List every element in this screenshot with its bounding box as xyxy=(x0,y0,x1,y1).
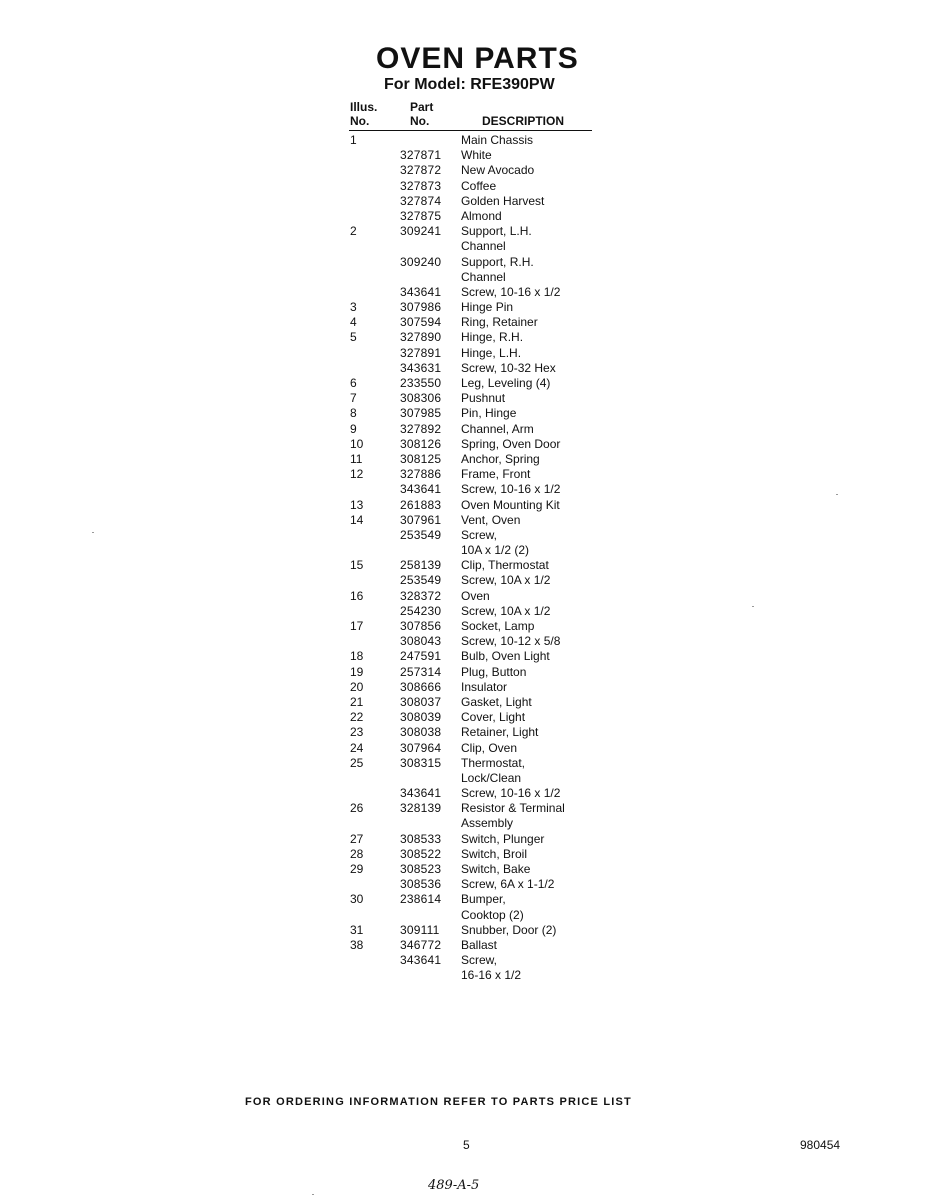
table-row xyxy=(0,968,949,983)
illus-number: 7 xyxy=(350,391,357,406)
table-row xyxy=(0,270,949,285)
part-number: 307986 xyxy=(400,300,442,315)
illus-number: 25 xyxy=(350,755,364,770)
illus-number: 20 xyxy=(350,679,364,694)
table-row xyxy=(0,391,949,406)
part-number: 257314 xyxy=(400,664,442,679)
header-rule-right xyxy=(463,130,592,131)
table-row xyxy=(0,315,949,330)
part-number: 343641 xyxy=(400,786,442,801)
part-number: 327875 xyxy=(400,208,442,223)
part-description: Screw, 10-16 x 1/2 xyxy=(461,786,561,801)
part-number: 308536 xyxy=(400,877,442,892)
part-description: Resistor & Terminal xyxy=(461,801,565,816)
part-number: 233550 xyxy=(400,376,442,390)
part-number: 309241 xyxy=(400,224,442,239)
part-description: Socket, Lamp xyxy=(461,619,535,633)
page-title: OVEN PARTS xyxy=(376,42,579,75)
part-description: Pin, Hinge xyxy=(461,406,517,421)
part-number: 308666 xyxy=(400,679,442,694)
illus-number: 5 xyxy=(350,330,357,345)
parts-table xyxy=(0,133,949,984)
part-number: 254230 xyxy=(400,603,442,618)
part-description: Ballast xyxy=(461,937,498,952)
part-number: 343641 xyxy=(400,953,442,968)
part-description: Channel, Arm xyxy=(461,421,534,436)
illus-number: 11 xyxy=(350,451,363,466)
part-description: Bumper, xyxy=(461,892,506,907)
table-row xyxy=(0,406,949,421)
column-header-part-line1: Part xyxy=(410,100,434,114)
table-row xyxy=(0,148,949,163)
part-number: 261883 xyxy=(400,497,442,512)
part-description: Oven xyxy=(461,588,490,603)
part-description: White xyxy=(461,148,492,163)
part-description: Screw, 10A x 1/2 xyxy=(461,573,551,588)
table-row xyxy=(0,634,949,649)
illus-number: 9 xyxy=(350,421,357,436)
part-description: Snubber, Door (2) xyxy=(461,922,557,937)
part-number: 327892 xyxy=(400,421,442,436)
document-code: 980454 xyxy=(800,1138,841,1152)
table-row xyxy=(0,923,949,938)
part-number: 308306 xyxy=(400,391,442,406)
column-header-illus xyxy=(350,100,377,128)
part-number: 343631 xyxy=(400,360,442,375)
part-description: 16-16 x 1/2 xyxy=(461,968,522,983)
part-description: Insulator xyxy=(461,679,508,694)
part-description: Pushnut xyxy=(461,391,506,406)
part-description: Lock/Clean xyxy=(461,770,522,785)
part-number: 346772 xyxy=(400,937,442,952)
part-description: Leg, Leveling (4) xyxy=(461,376,551,390)
illus-number: 31 xyxy=(350,922,364,937)
table-row xyxy=(0,300,949,315)
illus-number: 22 xyxy=(350,710,364,725)
part-number: 327891 xyxy=(400,345,442,360)
illus-number: 18 xyxy=(350,649,364,664)
column-header-part-line2: No. xyxy=(410,114,430,128)
table-row xyxy=(0,498,949,513)
part-description: Screw, 10-16 x 1/2 xyxy=(461,284,561,299)
table-row xyxy=(0,756,949,771)
table-row xyxy=(0,710,949,725)
table-row xyxy=(0,163,949,178)
part-description: Switch, Plunger xyxy=(461,831,545,846)
illus-number: 3 xyxy=(350,300,357,315)
part-description: Retainer, Light xyxy=(461,725,539,740)
illus-number: 24 xyxy=(350,740,364,755)
part-description: Screw, xyxy=(461,953,498,968)
table-row xyxy=(0,786,949,801)
table-row xyxy=(0,482,949,497)
part-description: Plug, Button xyxy=(461,664,527,679)
part-description: Assembly xyxy=(461,816,514,831)
illus-number: 2 xyxy=(350,224,357,239)
table-row xyxy=(0,528,949,543)
table-row xyxy=(0,285,949,300)
part-number: 307594 xyxy=(400,315,442,330)
part-number: 247591 xyxy=(400,649,442,664)
part-description: 10A x 1/2 (2) xyxy=(461,543,530,558)
table-row xyxy=(0,771,949,786)
part-description: Vent, Oven xyxy=(461,512,521,527)
illus-number: 21 xyxy=(350,694,364,709)
part-number: 253549 xyxy=(400,527,442,542)
table-row xyxy=(0,832,949,847)
part-description: Frame, Front xyxy=(461,467,531,482)
part-description: Thermostat, xyxy=(461,755,526,770)
scan-speck xyxy=(92,532,94,533)
part-number: 308523 xyxy=(400,862,442,876)
table-row xyxy=(0,680,949,695)
table-row xyxy=(0,725,949,740)
part-description: Spring, Oven Door xyxy=(461,436,561,451)
ordering-info-note: FOR ORDERING INFORMATION REFER TO PARTS PRICE LIST xyxy=(245,1096,632,1108)
illus-number: 10 xyxy=(350,436,364,451)
page-number: 5 xyxy=(463,1138,470,1152)
part-description: Channel xyxy=(461,269,506,284)
illus-number: 30 xyxy=(350,892,364,907)
illus-number: 26 xyxy=(350,801,364,816)
part-number: 308043 xyxy=(400,634,442,649)
table-row xyxy=(0,330,949,345)
table-row xyxy=(0,589,949,604)
part-description: Cover, Light xyxy=(461,710,526,725)
part-description: Ring, Retainer xyxy=(461,315,538,330)
table-row xyxy=(0,892,949,907)
part-number: 308522 xyxy=(400,846,442,861)
part-number: 327874 xyxy=(400,193,442,208)
part-number: 327871 xyxy=(400,148,442,163)
part-number: 307985 xyxy=(400,406,442,421)
table-row xyxy=(0,255,949,270)
table-row xyxy=(0,695,949,710)
handwritten-note: 489-A-5 xyxy=(428,1178,480,1193)
part-number: 308126 xyxy=(400,436,442,451)
part-description: Golden Harvest xyxy=(461,193,545,208)
part-description: Screw, 10A x 1/2 xyxy=(461,603,551,618)
table-row xyxy=(0,209,949,224)
part-number: 309111 xyxy=(400,922,440,937)
illus-number: 4 xyxy=(350,315,357,330)
table-row xyxy=(0,346,949,361)
column-header-illus-line2: No. xyxy=(350,114,370,128)
table-row xyxy=(0,619,949,634)
table-row xyxy=(0,543,949,558)
part-number: 327886 xyxy=(400,467,442,482)
table-row xyxy=(0,361,949,376)
part-number: 328372 xyxy=(400,588,442,603)
column-header-illus-line1: Illus. xyxy=(350,100,378,114)
part-number: 308315 xyxy=(400,755,442,770)
part-number: 308037 xyxy=(400,694,442,709)
part-description: Oven Mounting Kit xyxy=(461,497,560,512)
model-subtitle: For Model: RFE390PW xyxy=(384,76,555,93)
illus-number: 15 xyxy=(350,558,364,573)
part-number: 327873 xyxy=(400,178,442,193)
illus-number: 23 xyxy=(350,725,364,740)
scan-speck xyxy=(752,606,754,607)
table-row xyxy=(0,604,949,619)
part-description: Hinge, R.H. xyxy=(461,330,524,345)
part-description: Switch, Bake xyxy=(461,862,531,876)
part-description: Switch, Broil xyxy=(461,846,528,861)
table-row xyxy=(0,953,949,968)
table-row xyxy=(0,908,949,923)
table-row xyxy=(0,513,949,528)
illus-number: 8 xyxy=(350,406,357,421)
table-row xyxy=(0,816,949,831)
illus-number: 17 xyxy=(350,619,364,633)
part-number: 327872 xyxy=(400,163,442,178)
illus-number: 6 xyxy=(350,376,357,390)
table-row xyxy=(0,558,949,573)
table-row xyxy=(0,179,949,194)
illus-number: 29 xyxy=(350,862,364,876)
table-row xyxy=(0,573,949,588)
illus-number: 27 xyxy=(350,831,364,846)
part-number: 309240 xyxy=(400,254,442,269)
part-number: 258139 xyxy=(400,558,442,573)
part-description: Screw, 10-32 Hex xyxy=(461,360,556,375)
part-description: Anchor, Spring xyxy=(461,451,540,466)
part-number: 327890 xyxy=(400,330,442,345)
table-row xyxy=(0,649,949,664)
illus-number: 13 xyxy=(350,497,364,512)
part-number: 307856 xyxy=(400,619,442,633)
part-number: 238614 xyxy=(400,892,442,907)
table-row xyxy=(0,801,949,816)
part-description: Screw, 10-16 x 1/2 xyxy=(461,482,561,497)
part-description: Gasket, Light xyxy=(461,694,532,709)
table-row xyxy=(0,194,949,209)
part-number: 253549 xyxy=(400,573,442,588)
part-number: 328139 xyxy=(400,801,442,816)
table-row xyxy=(0,665,949,680)
part-description: Screw, 10-12 x 5/8 xyxy=(461,634,561,649)
part-description: Screw, xyxy=(461,527,498,542)
part-description: Clip, Thermostat xyxy=(461,558,549,573)
part-number: 343641 xyxy=(400,482,442,497)
part-description: Bulb, Oven Light xyxy=(461,649,550,664)
table-row xyxy=(0,133,949,148)
illus-number: 16 xyxy=(350,588,364,603)
part-number: 343641 xyxy=(400,284,442,299)
illus-number: 1 xyxy=(350,133,357,147)
part-description: Clip, Oven xyxy=(461,740,518,755)
table-row xyxy=(0,847,949,862)
part-number: 308125 xyxy=(400,451,442,466)
part-description: Hinge Pin xyxy=(461,300,514,315)
part-number: 307961 xyxy=(400,512,442,527)
table-row xyxy=(0,467,949,482)
illus-number: 19 xyxy=(350,664,364,679)
part-number: 307964 xyxy=(400,740,442,755)
scan-speck xyxy=(836,494,838,495)
table-row xyxy=(0,877,949,892)
part-description: Coffee xyxy=(461,178,497,193)
illus-number: 28 xyxy=(350,846,364,861)
part-description: Almond xyxy=(461,208,502,223)
table-row xyxy=(0,741,949,756)
table-row xyxy=(0,862,949,877)
part-description: Support, L.H. xyxy=(461,224,532,239)
header-rule-left xyxy=(349,130,463,131)
column-header-description: DESCRIPTION xyxy=(482,114,565,128)
scan-speck xyxy=(312,1194,314,1195)
part-description: Screw, 6A x 1-1/2 xyxy=(461,877,555,892)
part-description: Hinge, L.H. xyxy=(461,345,522,360)
part-description: Main Chassis xyxy=(461,133,534,147)
table-row xyxy=(0,239,949,254)
table-row xyxy=(0,452,949,467)
part-description: New Avocado xyxy=(461,163,535,178)
part-number: 308533 xyxy=(400,831,442,846)
part-description: Cooktop (2) xyxy=(461,907,524,922)
table-row xyxy=(0,437,949,452)
table-row xyxy=(0,224,949,239)
part-number: 308039 xyxy=(400,710,442,725)
illus-number: 12 xyxy=(350,467,364,482)
table-row xyxy=(0,376,949,391)
part-description: Channel xyxy=(461,239,506,254)
table-row xyxy=(0,422,949,437)
illus-number: 38 xyxy=(350,937,364,952)
illus-number: 14 xyxy=(350,512,364,527)
table-row xyxy=(0,938,949,953)
part-number: 308038 xyxy=(400,725,442,740)
part-description: Support, R.H. xyxy=(461,254,534,269)
column-header-part xyxy=(410,100,433,128)
